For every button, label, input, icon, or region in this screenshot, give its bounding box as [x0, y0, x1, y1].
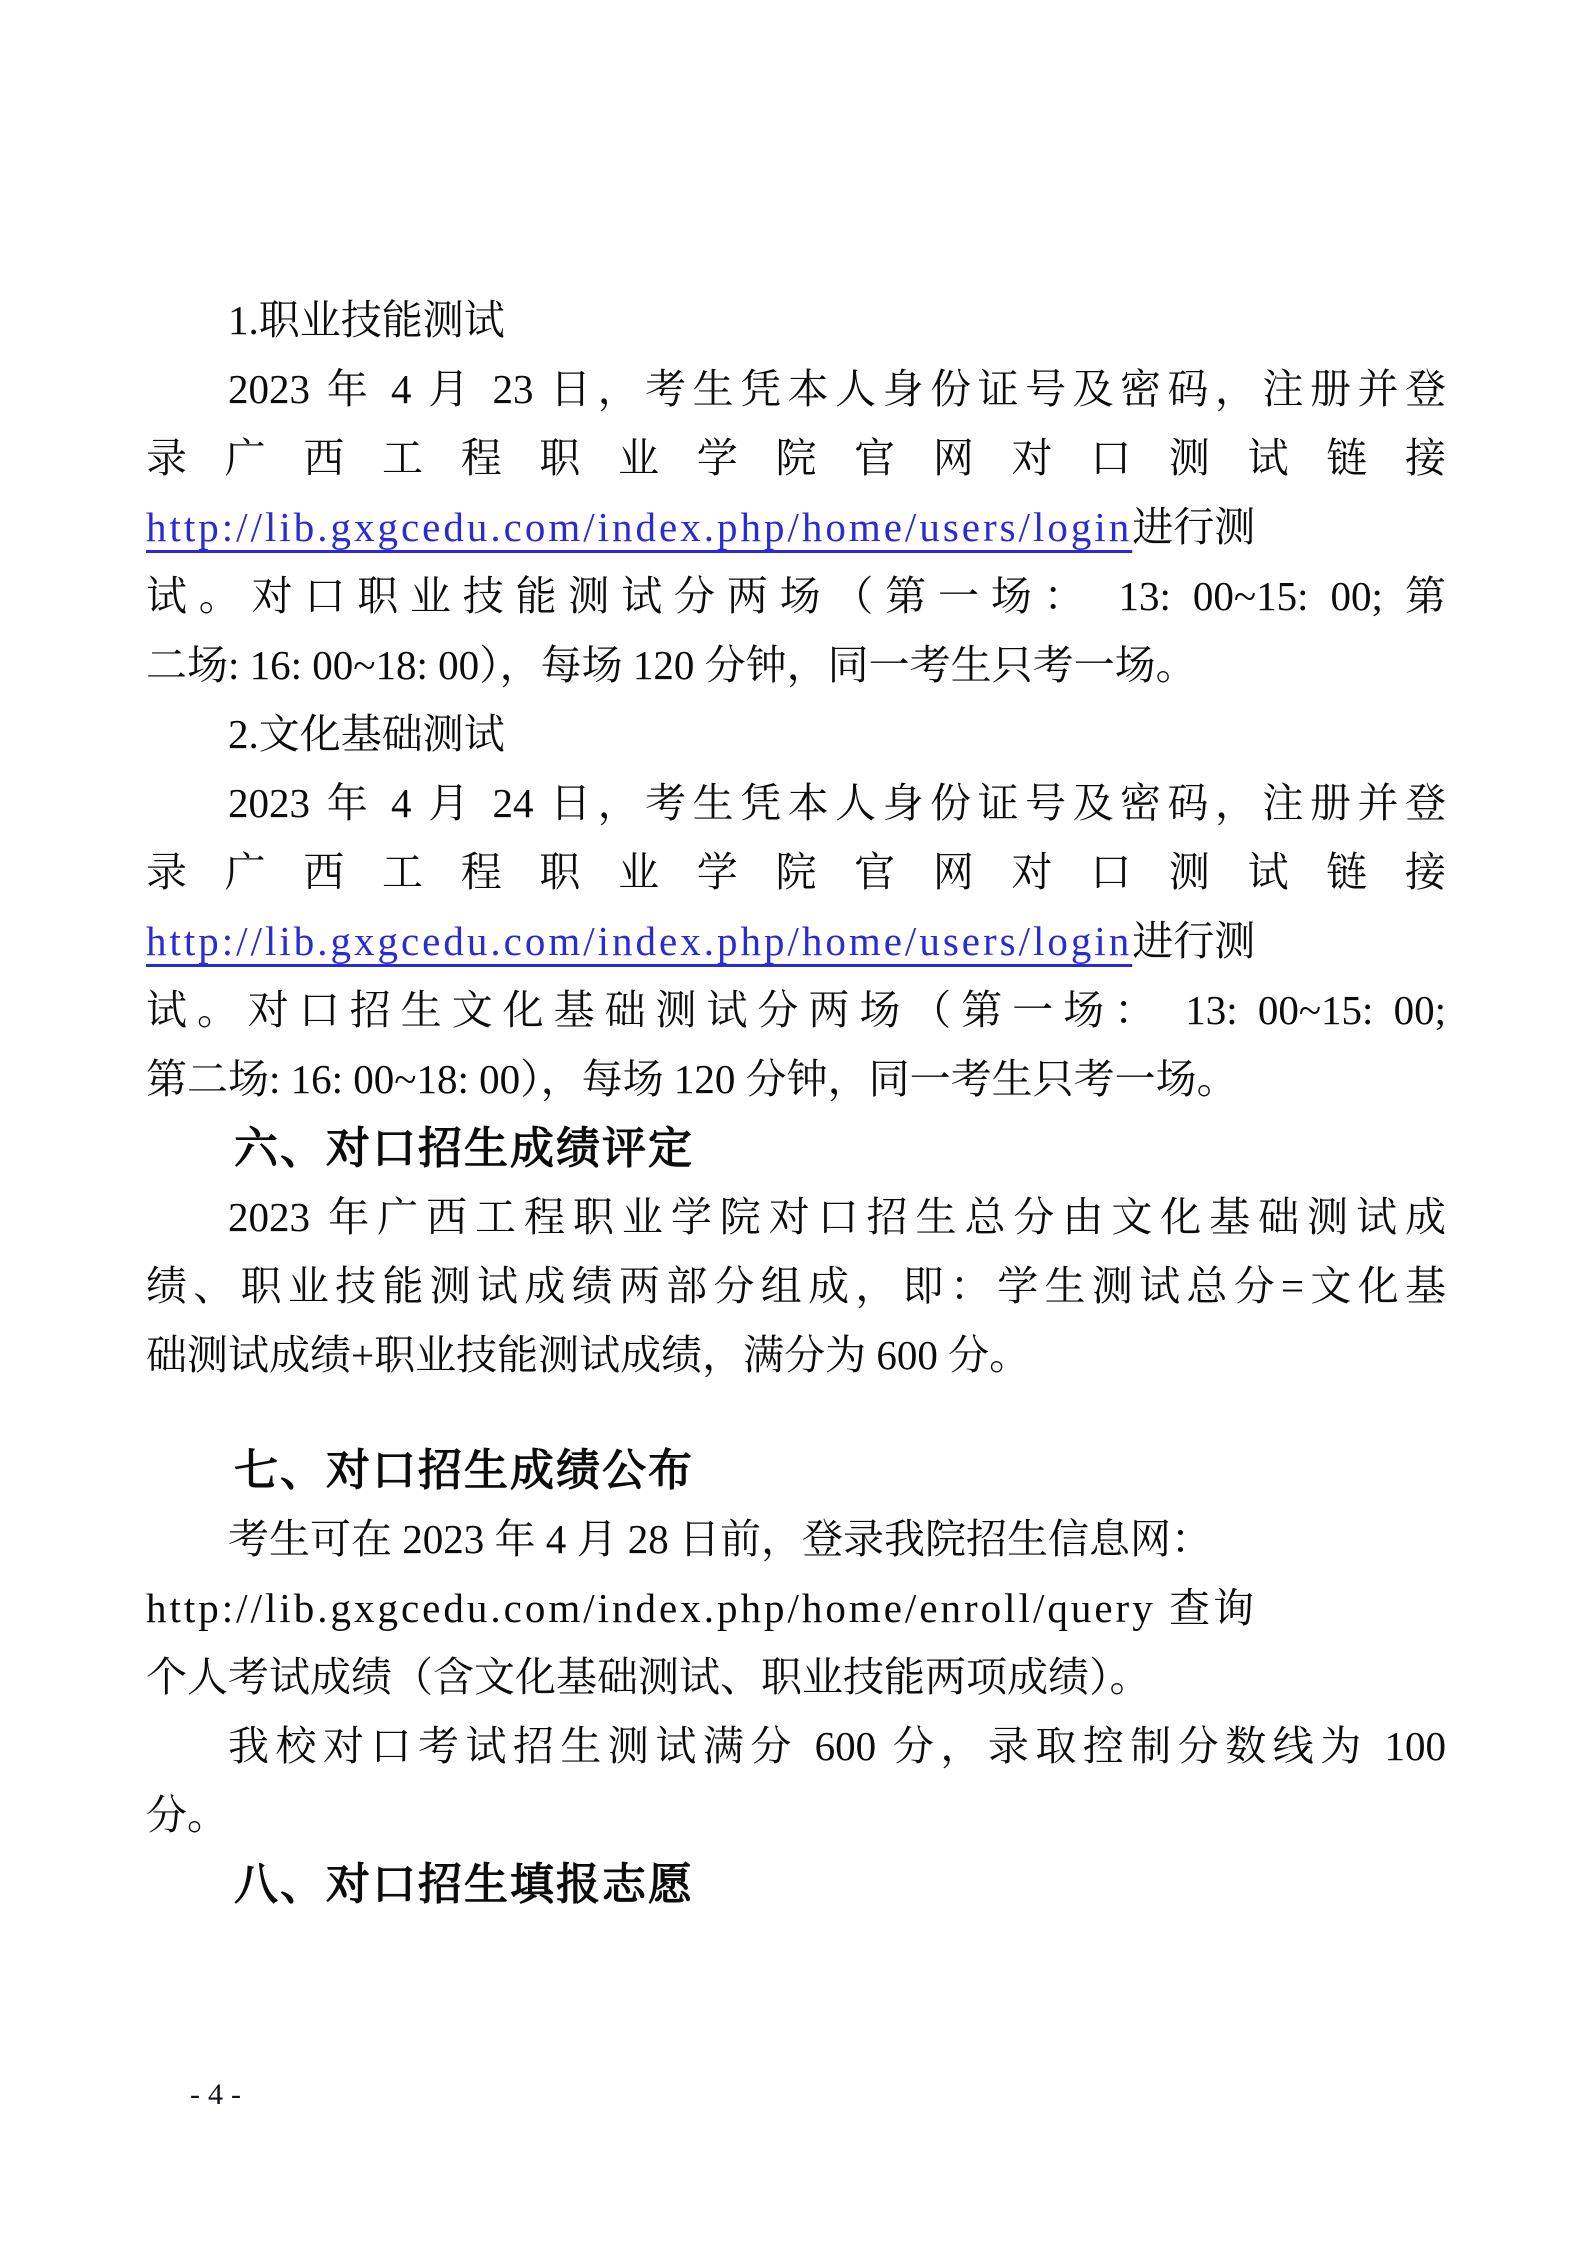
paragraph-2-line-4: 试。对口招生文化基础测试分两场（第一场： 13: 00~15: 00; [146, 987, 1446, 1033]
paragraph-2-line-5: 第二场: 16: 00~18: 00），每场 120 分钟，同一考生只考一场。 [146, 1056, 1238, 1102]
section-7-line-3: 个人考试成绩（含文化基础测试、职业技能两项成绩）。 [146, 1654, 1151, 1700]
section-8-heading: 八、对口招生填报志愿 [234, 1860, 694, 1909]
blank-line-spacer [146, 1390, 1446, 1436]
section-7-line-5: 分。 [146, 1792, 228, 1838]
section-7-query-url-line: http://lib.gxgcedu.com/index.php/home/enroll/query 查询 [146, 1585, 1257, 1631]
section-7-line-4: 我校对口考试招生测试满分 600 分，录取控制分数线为 100 [228, 1723, 1446, 1769]
test-login-link-2[interactable]: http://lib.gxgcedu.com/index.php/home/users/login [146, 918, 1133, 964]
paragraph-1-url-tail: 进行测 [1132, 504, 1256, 550]
section-6-heading: 六、对口招生成绩评定 [234, 1124, 694, 1173]
paragraph-2-url-tail: 进行测 [1132, 918, 1256, 964]
subsection-1-title: 1.职业技能测试 [228, 297, 505, 343]
paragraph-1-line-5: 二场: 16: 00~18: 00），每场 120 分钟，同一考生只考一场。 [146, 642, 1197, 688]
document-body [146, 286, 1446, 1919]
section-6-line-1: 2023 年广西工程职业学院对口招生总分由文化基础测试成 [228, 1194, 1446, 1240]
page-number: -4- [190, 2078, 249, 2111]
paragraph-2-line-1: 2023 年 4 月 24 日，考生凭本人身份证号及密码，注册并登 [228, 780, 1446, 826]
section-7-line-1: 考生可在 2023 年 4 月 28 日前，登录我院招生信息网： [228, 1516, 1212, 1562]
section-6-line-3: 础测试成绩+职业技能测试成绩，满分为 600 分。 [146, 1332, 1031, 1378]
section-6-line-2: 绩、职业技能测试成绩两部分组成，即：学生测试总分=文化基 [146, 1263, 1446, 1309]
paragraph-2-line-2: 录广西工程职业学院官网对口测试链接 [146, 849, 1446, 895]
test-login-link[interactable]: http://lib.gxgcedu.com/index.php/home/users/login [146, 504, 1133, 550]
paragraph-1-line-2: 录广西工程职业学院官网对口测试链接 [146, 435, 1446, 481]
subsection-2-title: 2.文化基础测试 [228, 711, 505, 757]
paragraph-2-url-line [146, 907, 1446, 976]
paragraph-1-line-4: 试。对口职业技能测试分两场（第一场： 13: 00~15: 00; 第 [146, 573, 1446, 619]
paragraph-1-url-line [146, 493, 1446, 562]
paragraph-1-line-1: 2023 年 4 月 23 日，考生凭本人身份证号及密码，注册并登 [228, 366, 1446, 412]
section-7-heading: 七、对口招生成绩公布 [234, 1446, 694, 1495]
